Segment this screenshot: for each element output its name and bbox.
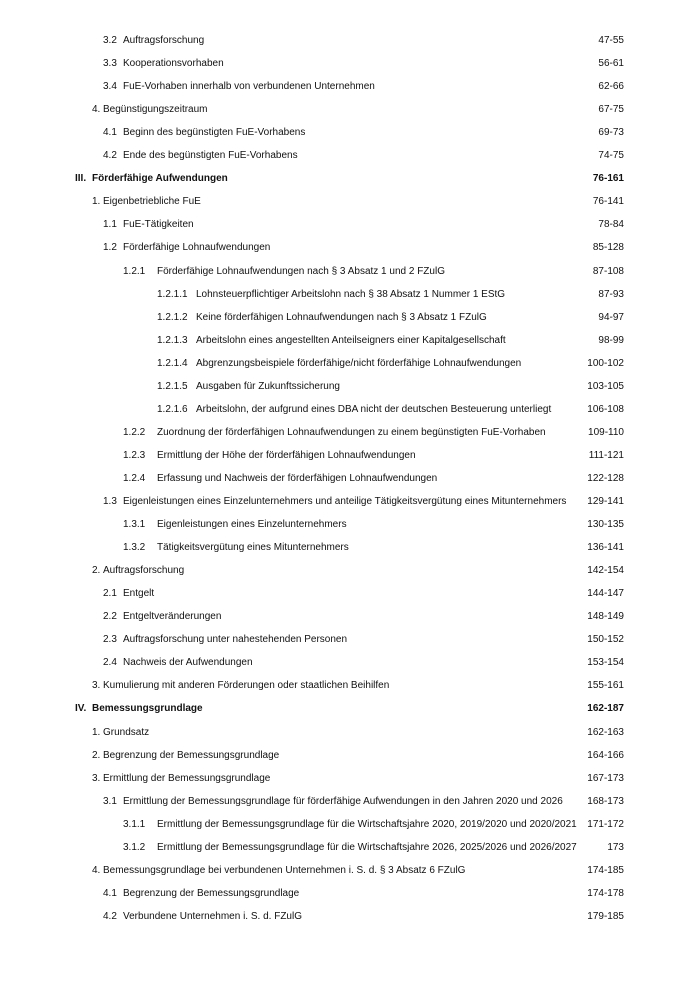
toc-entry <box>0 192 700 212</box>
toc-entry-number: 1.2.1.2 <box>157 311 188 323</box>
toc-entry-number: 4.1 <box>103 887 117 899</box>
toc-entry <box>0 653 700 673</box>
toc-entry <box>0 492 700 512</box>
toc-entry-number: 3.2 <box>103 35 117 46</box>
toc-entry-pages: 173 <box>607 841 624 853</box>
toc-entry-title: Arbeitslohn, der aufgrund eines DBA nicht der deutschen Besteuerung unterliegt <box>196 403 552 415</box>
toc-entry-pages: 62-66 <box>598 81 624 93</box>
toc-entry-title: Lohnsteuerpflichtiger Arbeitslohn nach § 38 Absatz 1 Nummer 1 EStG <box>196 288 506 300</box>
toc-entry <box>0 676 700 696</box>
toc-entry-pages: 106-108 <box>587 403 624 415</box>
toc-entry-pages: 94-97 <box>598 311 624 323</box>
toc-entry-title: Zuordnung der förderfähigen Lohnaufwendungen zu einem begünstigten FuE-Vorhaben <box>157 426 546 438</box>
toc-entry-title: Kumulierung mit anderen Förderungen oder staatlichen Beihilfen <box>103 680 390 692</box>
toc-entry-number: 3.1.2 <box>123 841 146 853</box>
toc-entry <box>0 169 700 189</box>
toc-entry-number: 1.2.4 <box>123 472 146 484</box>
toc-entry-pages: 142-154 <box>587 565 624 577</box>
toc-entry-title: Tätigkeitsvergütung eines Mitunternehmers <box>157 542 349 554</box>
toc-entry <box>0 723 700 743</box>
toc-entry-number: III. <box>75 173 87 185</box>
toc-entry <box>0 861 700 881</box>
toc-entry <box>0 769 700 789</box>
toc-entry <box>0 792 700 812</box>
toc-entry <box>0 285 700 305</box>
toc-entry-number: 4. <box>92 864 101 876</box>
toc-entry-pages: 103-105 <box>587 380 624 392</box>
toc-entry-number: 1. <box>92 196 101 208</box>
toc-entry-pages: 100-102 <box>587 357 624 369</box>
toc-entry <box>0 699 700 719</box>
toc-entry-number: 3.1 <box>103 795 117 807</box>
toc-entry-pages: 136-141 <box>587 542 624 554</box>
toc-entry-title: Auftragsforschung <box>103 565 185 577</box>
toc-entry-pages: 87-93 <box>598 288 624 300</box>
toc-entry <box>0 215 700 235</box>
toc-entry-title: Ermittlung der Höhe der förderfähigen Lohnaufwendungen <box>157 449 416 461</box>
toc-entry <box>0 561 700 581</box>
toc-entry-pages: 85-128 <box>592 242 624 254</box>
toc-entry <box>0 377 700 397</box>
toc-entry-pages: 74-75 <box>598 150 624 162</box>
toc-entry-title: Arbeitslohn eines angestellten Anteilseigners einer Kapitalgesellschaft <box>196 334 506 346</box>
toc-entry-number: 1.2 <box>103 242 117 254</box>
toc-entry-title: Eigenleistungen eines Einzelunternehmers und anteilige Tätigkeitsvergütung eines Mitunternehmers <box>123 496 567 507</box>
toc-entry <box>0 884 700 904</box>
toc-entry-pages: 47-55 <box>598 35 624 46</box>
toc-entry-title: Entgelt <box>123 588 155 600</box>
toc-entry-title: Ermittlung der Bemessungsgrundlage für die Wirtschaftsjahre 2026, 2025/2026 und 2026/2027 <box>157 841 577 853</box>
toc-entry-title: Förderfähige Aufwendungen <box>92 173 228 185</box>
toc-entry <box>0 354 700 374</box>
toc-entry-number: 3. <box>92 680 101 692</box>
toc-entry <box>0 238 700 258</box>
toc-entry <box>0 77 700 97</box>
toc-entry-pages: 109-110 <box>588 426 624 438</box>
toc-entry-number: 1.1 <box>103 219 117 231</box>
toc-entry-title: Nachweis der Aufwendungen <box>123 657 253 669</box>
toc-entry-pages: 150-152 <box>587 634 624 646</box>
toc-entry-number: 1. <box>92 726 101 738</box>
toc-entry-title: Abgrenzungsbeispiele förderfähige/nicht förderfähige Lohnaufwendungen <box>196 357 522 369</box>
toc-entry-pages: 67-75 <box>598 104 624 116</box>
toc-entry-number: 2.3 <box>103 634 117 646</box>
toc-entry-number: 2.4 <box>103 657 117 669</box>
toc-entry <box>0 907 700 927</box>
toc-entry <box>0 469 700 489</box>
toc-entry-number: 2. <box>92 565 101 577</box>
toc-entry-title: Ende des begünstigten FuE-Vorhabens <box>123 150 298 162</box>
toc-entry-pages: 179-185 <box>587 910 624 922</box>
toc-entry-number: 2. <box>92 749 101 761</box>
toc-entry <box>0 584 700 604</box>
toc-entry-pages: 168-173 <box>587 795 624 807</box>
toc-entry-pages: 111-121 <box>588 449 624 461</box>
toc-entry-number: 2.2 <box>103 611 117 623</box>
toc-entry <box>0 31 700 51</box>
toc-entry-number: 4.2 <box>103 150 117 162</box>
toc-entry <box>0 100 700 120</box>
toc-entry-title: Eigenleistungen eines Einzelunternehmers <box>157 519 347 531</box>
toc-entry <box>0 515 700 535</box>
toc-entry-title: Begrenzung der Bemessungsgrundlage <box>123 887 300 899</box>
toc-entry-number: 4.2 <box>103 910 117 922</box>
toc-entry-number: 1.3.2 <box>123 542 146 554</box>
toc-entry <box>0 308 700 328</box>
toc-entry-pages: 76-161 <box>592 173 624 185</box>
toc-entry-pages: 78-84 <box>598 219 624 231</box>
toc-entry-number: 1.2.1.1 <box>157 288 188 300</box>
toc-entry-number: 3.1.1 <box>123 818 146 830</box>
toc-entry-pages: 164-166 <box>587 749 624 761</box>
toc-entry-number: 1.2.1.4 <box>157 357 188 369</box>
toc-entry <box>0 815 700 835</box>
toc-entry-pages: 69-73 <box>598 127 624 139</box>
toc-entry-title: Keine förderfähigen Lohnaufwendungen nach § 3 Absatz 1 FZulG <box>196 311 487 323</box>
toc-entry-pages: 98-99 <box>598 334 624 346</box>
toc-entry-pages: 130-135 <box>587 519 624 531</box>
toc-entry-title: Bemessungsgrundlage bei verbundenen Unternehmen i. S. d. § 3 Absatz 6 FZulG <box>103 864 466 876</box>
toc-entry <box>0 123 700 143</box>
toc-entry-number: 1.2.1.3 <box>157 334 188 346</box>
toc-entry-title: Ermittlung der Bemessungsgrundlage für förderfähige Aufwendungen in den Jahren 2020 und 2026 <box>123 795 563 807</box>
toc-entry-number: IV. <box>75 703 87 715</box>
toc-entry-pages: 162-163 <box>587 726 624 738</box>
toc-entry <box>0 423 700 443</box>
toc-entry-title: Auftragsforschung <box>123 35 205 46</box>
toc-entry-pages: 144-147 <box>587 588 624 600</box>
toc-entry-pages: 76-141 <box>592 196 624 208</box>
toc-entry <box>0 630 700 650</box>
toc-entry-number: 1.3 <box>103 496 117 507</box>
toc-entry-pages: 148-149 <box>587 611 624 623</box>
toc-entry-pages: 162-187 <box>587 703 624 715</box>
toc-entry-title: FuE-Tätigkeiten <box>123 219 194 231</box>
toc-entry-number: 2.1 <box>103 588 117 600</box>
toc-entry <box>0 331 700 351</box>
toc-entry-title: Begrenzung der Bemessungsgrundlage <box>103 749 280 761</box>
toc-entry <box>0 607 700 627</box>
toc-entry-pages: 153-154 <box>587 657 624 669</box>
toc-entry-title: Bemessungsgrundlage <box>92 703 203 715</box>
toc-entry-title: Ermittlung der Bemessungsgrundlage <box>103 772 271 784</box>
toc-entry-title: Ausgaben für Zukunftssicherung <box>196 380 340 392</box>
toc-entry-title: Grundsatz <box>103 726 150 738</box>
toc-entry-title: Beginn des begünstigten FuE-Vorhabens <box>123 127 306 139</box>
toc-entry-number: 1.3.1 <box>123 519 146 531</box>
toc-entry <box>0 54 700 74</box>
toc-entry-pages: 171-172 <box>587 818 624 830</box>
toc-entry-number: 1.2.3 <box>123 449 146 461</box>
toc-entry-number: 3.4 <box>103 81 117 93</box>
toc-entry-title: Entgeltveränderungen <box>123 611 222 623</box>
toc-entry <box>0 746 700 766</box>
toc-entry <box>0 446 700 466</box>
toc-entry <box>0 538 700 558</box>
toc-entry-number: 1.2.2 <box>123 426 146 438</box>
toc-entry-pages: 56-61 <box>598 58 624 70</box>
toc-entry-pages: 174-178 <box>587 887 624 899</box>
toc-entry-title: Ermittlung der Bemessungsgrundlage für die Wirtschaftsjahre 2020, 2019/2020 und 2020/2021 <box>157 818 577 830</box>
toc-entry-number: 3. <box>92 772 101 784</box>
toc-entry-title: Begünstigungszeitraum <box>103 104 208 116</box>
toc-entry-title: Förderfähige Lohnaufwendungen nach § 3 Absatz 1 und 2 FZulG <box>157 265 445 277</box>
toc-entry-title: FuE-Vorhaben innerhalb von verbundenen Unternehmen <box>123 81 375 93</box>
toc-entry <box>0 838 700 858</box>
toc-entry-number: 3.3 <box>103 58 117 70</box>
toc-entry-number: 1.2.1.5 <box>157 380 188 392</box>
toc-entry-title: Auftragsforschung unter nahestehenden Personen <box>123 634 348 646</box>
toc-entry <box>0 400 700 420</box>
toc-entry-pages: 129-141 <box>587 496 624 507</box>
toc-entry-title: Eigenbetriebliche FuE <box>103 196 201 208</box>
toc-entry-pages: 122-128 <box>587 472 624 484</box>
toc-entry-number: 1.2.1 <box>123 265 146 277</box>
toc-entry-pages: 167-173 <box>587 772 624 784</box>
toc-entry-pages: 174-185 <box>587 864 624 876</box>
toc-entry-title: Kooperationsvorhaben <box>123 58 224 70</box>
toc-entry-pages: 155-161 <box>587 680 624 692</box>
toc-entry-pages: 87-108 <box>592 265 624 277</box>
toc-entry <box>0 146 700 166</box>
toc-entry-title: Förderfähige Lohnaufwendungen <box>123 242 271 254</box>
toc-entry-number: 4.1 <box>103 127 117 139</box>
toc-entry-number: 1.2.1.6 <box>157 403 188 415</box>
toc-entry-title: Erfassung und Nachweis der förderfähigen Lohnaufwendungen <box>157 472 438 484</box>
toc-entry <box>0 262 700 282</box>
toc-entry-title: Verbundene Unternehmen i. S. d. FZulG <box>123 910 302 922</box>
toc-entry-number: 4. <box>92 104 101 116</box>
